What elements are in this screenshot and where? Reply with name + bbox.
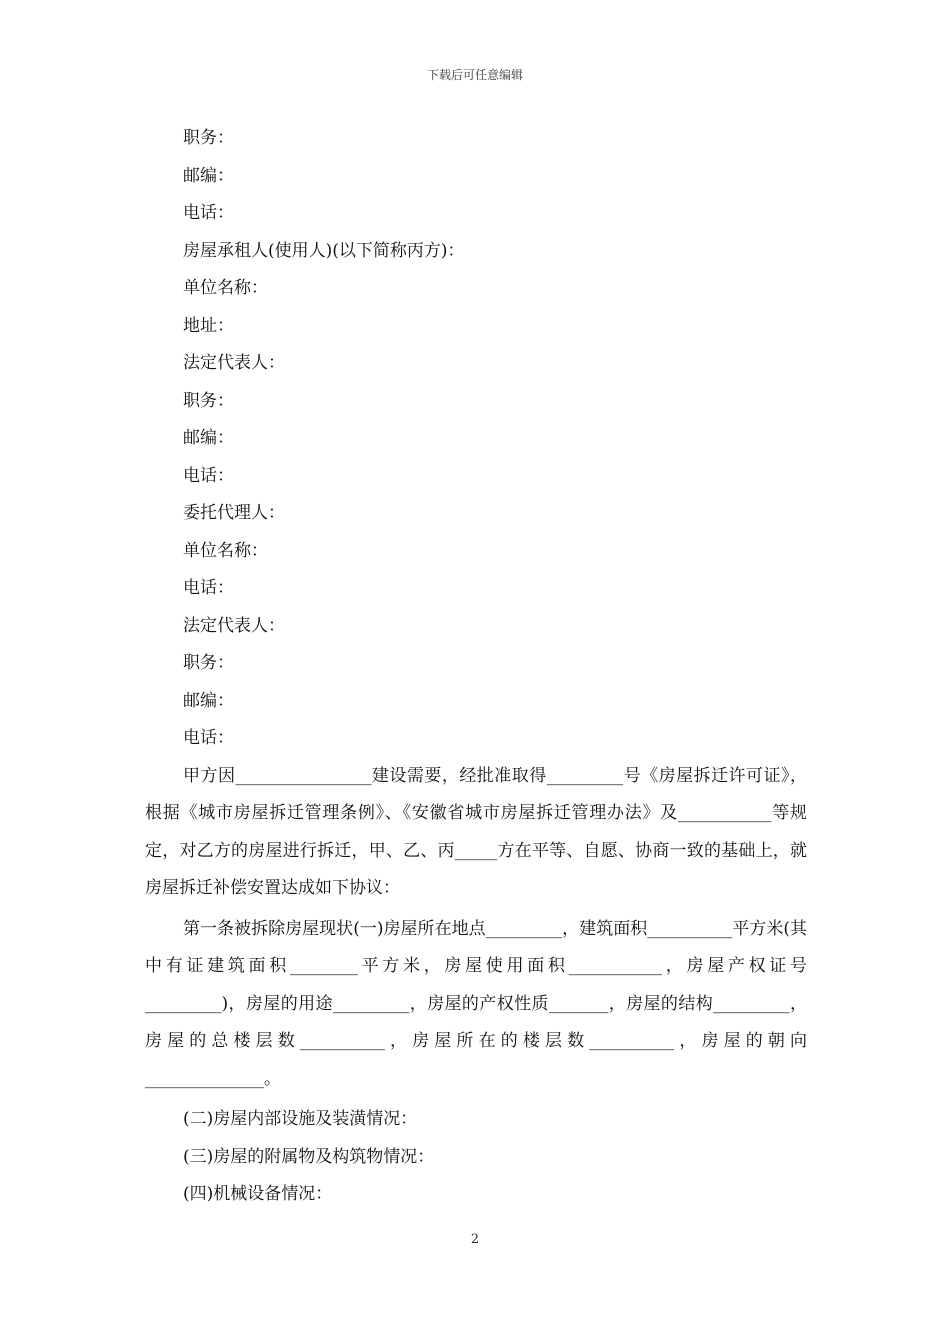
field-phone: 电话： [183,578,234,598]
field-address: 地址： [183,315,234,336]
field-phone: 电话： [183,465,234,486]
field-unit-name: 单位名称： [183,278,268,298]
field-legal-representative: 法定代表人： [183,615,285,636]
field-postcode: 邮编： [183,690,234,711]
section-interior-facilities: (二)房屋内部设施及装潢情况： [183,1109,418,1129]
field-agent: 委托代理人： [183,503,285,523]
field-tenant-heading: 房屋承租人(使用人)(以下简称丙方)： [183,240,465,261]
page-number: 2 [470,1232,480,1247]
field-position: 职务： [183,128,234,148]
section-attachments: (三)房屋的附属物及构筑物情况： [183,1146,435,1167]
field-position: 职务： [183,653,234,673]
field-phone: 电话： [183,728,234,748]
field-position: 职务： [183,390,234,411]
field-postcode: 邮编： [183,165,234,186]
field-legal-representative: 法定代表人： [183,353,285,373]
field-postcode: 邮编： [183,428,234,448]
field-phone: 电话： [183,203,234,223]
page-header: 下载后可任意编辑 [426,68,523,82]
section-machinery: (四)机械设备情况： [183,1184,333,1204]
field-unit-name: 单位名称： [183,540,268,561]
article-one-paragraph: 第一条被拆除房屋现状(一)房屋所在地点_________，建筑面积__________平方米(其中有证建筑面积________平方米，房屋使用面积___________，房屋产权证号_________)，房屋的用途_________，房屋的产权性质_______，房屋的结构_________，房屋的总楼层数__________，房屋所在的楼层数__________，房屋的朝向______________。 [145,918,807,1089]
document-body [145,120,807,1214]
agreement-intro-paragraph: 甲方因________________建设需要，经批准取得_________号《房屋拆迁许可证》，根据《城市房屋拆迁管理条例》、《安徽省城市房屋拆迁管理办法》及___________等规定，对乙方的房屋进行拆迁，甲、乙、丙_____方在平等、自愿、协商一致的基础上，就房屋拆迁补偿安置达成如下协议： [145,765,807,898]
